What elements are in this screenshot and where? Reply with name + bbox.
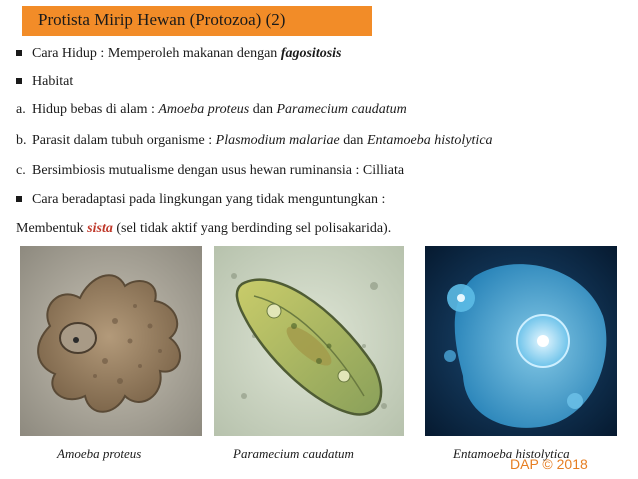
habitat-line — [16, 74, 73, 90]
paramecium-caudatum-image — [214, 246, 404, 436]
adaptasi-text: Cara beradaptasi pada lingkungan yang tidak menguntungkan : — [32, 192, 386, 207]
list-marker-a: a. — [16, 102, 26, 117]
conjunction: dan — [339, 133, 367, 148]
habitat-c-line — [16, 163, 404, 179]
membentuk-text: Membentuk — [16, 221, 88, 236]
copyright-watermark: DAP © 2018 — [510, 456, 588, 472]
habitat-text: Habitat — [32, 74, 74, 89]
amoeba-proteus-image — [20, 246, 202, 436]
cara-hidup-text: Cara Hidup : Memperoleh makanan dengan — [32, 46, 281, 61]
membentuk-line — [16, 221, 391, 237]
sista-term: sista — [87, 221, 113, 236]
list-marker-b: b. — [16, 133, 27, 148]
caption-paramecium: Paramecium caudatum — [233, 446, 354, 461]
conjunction: dan — [249, 102, 277, 117]
list-marker-c: c. — [16, 163, 26, 178]
species-paramecium: Paramecium caudatum — [276, 102, 407, 117]
habitat-b-line — [16, 133, 493, 149]
caption-entamoeba: Entamoeba histolytica — [453, 446, 570, 461]
habitat-a-text: Hidup bebas di alam : — [32, 102, 159, 117]
entamoeba-histolytica-image — [425, 246, 617, 436]
caption-amoeba: Amoeba proteus — [57, 446, 142, 461]
species-amoeba: Amoeba proteus — [158, 102, 250, 117]
species-entamoeba: Entamoeba histolytica — [366, 133, 493, 148]
slide-title: Protista Mirip Hewan (Protozoa) (2) — [38, 10, 286, 29]
adaptasi-line — [16, 192, 385, 208]
cara-hidup-line — [16, 46, 342, 62]
habitat-b-text: Parasit dalam tubuh organisme : — [32, 133, 216, 148]
square-bullet-icon — [16, 196, 22, 202]
membentuk-suffix: (sel tidak aktif yang berdinding sel polisakarida). — [112, 221, 392, 236]
habitat-a-line — [16, 102, 407, 118]
fagositosis-term: fagositosis — [280, 46, 342, 61]
species-plasmodium: Plasmodium malariae — [215, 133, 340, 148]
square-bullet-icon — [16, 78, 22, 84]
habitat-c-text: Bersimbiosis mutualisme dengan usus hewan ruminansia : Cilliata — [32, 163, 405, 178]
square-bullet-icon — [16, 50, 22, 56]
